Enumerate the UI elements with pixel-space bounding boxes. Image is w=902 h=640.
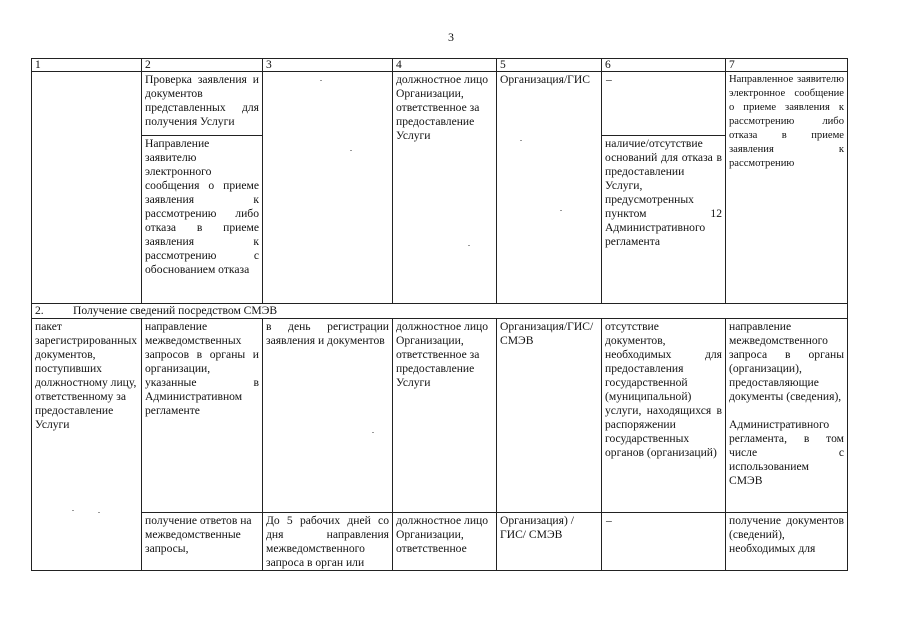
scan-speck (520, 140, 522, 141)
block1-col3 (263, 72, 393, 304)
block1-col2-top: Проверка заявления и документов представленных для получения Услуги (142, 72, 263, 136)
scan-speck (320, 80, 322, 81)
block1-col5: Организация/ГИС (497, 72, 602, 304)
block2-col3: в день регистрации заявления и документов (263, 319, 393, 513)
scan-speck (350, 150, 352, 151)
block2-col7-part2: Административного регламента, в том числе с использованием СМЭВ (729, 418, 844, 487)
section-number: 2. (35, 304, 44, 317)
block3-col3: До 5 рабочих дней со дня направления межведомственного запроса в орган или (263, 513, 393, 571)
header-cell-1: 1 (32, 59, 142, 72)
block2-col5: Организация/ГИС/ СМЭВ (497, 319, 602, 513)
scan-speck (372, 432, 374, 433)
block2-col6: отсутствие документов, необходимых для предоставления государственной (муниципальной) услуги, находящихся в распоряжении государственных органов (организаций) (602, 319, 726, 513)
table-row (32, 319, 848, 513)
block1-col6-bottom: наличие/отсутствие оснований для отказа в предоставлении Услуги, предусмотренных пунктом 12 Административного регламента (602, 136, 726, 304)
header-cell-6: 6 (602, 59, 726, 72)
scan-speck (98, 512, 100, 513)
block3-col6: – (602, 513, 726, 571)
header-cell-5: 5 (497, 59, 602, 72)
table-row (32, 72, 848, 136)
block1-col4: должностное лицо Организации, ответственное за предоставление Услуги (393, 72, 497, 304)
header-cell-2: 2 (142, 59, 263, 72)
header-cell-3: 3 (263, 59, 393, 72)
page-number: 3 (448, 30, 454, 44)
block1-col1 (32, 72, 142, 304)
header-cell-4: 4 (393, 59, 497, 72)
section-row (32, 304, 848, 319)
block3-col4: должностное лицо Организации, ответственное (393, 513, 497, 571)
section-title (32, 304, 848, 319)
block3-col7: получение документов (сведений), необходимых для (726, 513, 848, 571)
scan-speck (468, 245, 470, 246)
table-row (32, 513, 848, 571)
header-cell-7: 7 (726, 59, 848, 72)
procedure-table (31, 58, 848, 571)
block1-col2-bottom: Направление заявителю электронного сообщения о приеме заявления к рассмотрению либо отказа в приеме заявления к рассмотрению с обоснованием отказа (142, 136, 263, 304)
block1-col7: Направленное заявителю электронное сообщение о приеме заявления к рассмотрению либо отказа в приеме заявления к рассмотрению (726, 72, 848, 304)
block2-col7-part1: направление межведомственного запроса в органы (организации), предоставляющие документы (сведения), (729, 320, 844, 403)
header-row (32, 59, 848, 72)
block2-col2: направление межведомственных запросов в органы и организации, указанные в Административном регламенте (142, 319, 263, 513)
block2-col4: должностное лицо Организации, ответственное за предоставление Услуги (393, 319, 497, 513)
block1-col6-top: – (602, 72, 726, 136)
block3-col5: Организация) /ГИС/ СМЭВ (497, 513, 602, 571)
scan-speck (560, 210, 562, 211)
block2-col1: пакет зарегистрированных документов, поступивших должностному лицу, ответственному за предоставление Услуги (32, 319, 142, 571)
block2-col7 (726, 319, 848, 513)
section-title-text: Получение сведений посредством СМЭВ (73, 304, 278, 317)
scan-speck (72, 510, 74, 511)
block3-col2: получение ответов на межведомственные запросы, (142, 513, 263, 571)
